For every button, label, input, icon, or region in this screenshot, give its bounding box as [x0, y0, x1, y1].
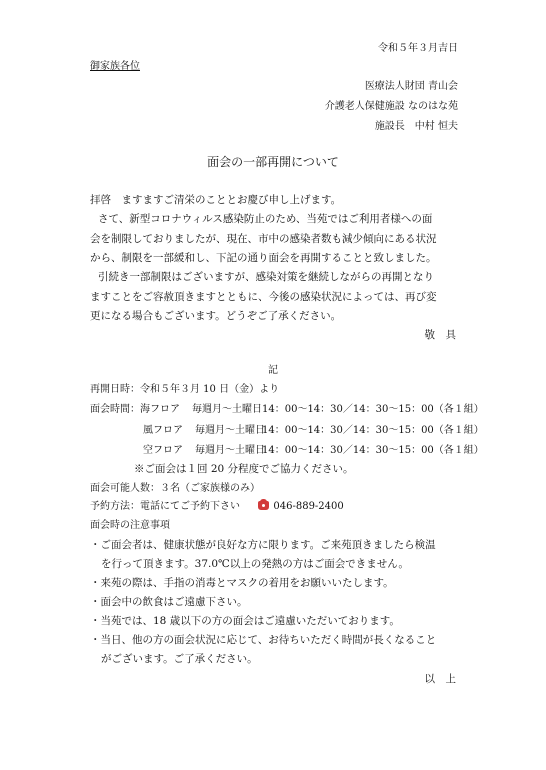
body-line: 会を制限しておりましたが、現在、市中の感染者数も減少傾向にある状況: [90, 233, 437, 245]
cautions-heading: 面会時の注意事項: [90, 520, 170, 531]
floor-name: 海フロア: [140, 404, 180, 415]
caution-item: ・当日、他の方の面会状況に応じて、お待ちいただく時間が長くなること: [90, 634, 437, 646]
body-line: 更になる場合もございます。どうぞご了承ください。: [90, 310, 342, 322]
phone-number: 046-889-2400: [273, 501, 344, 512]
addressee: 御家族各位: [90, 61, 140, 72]
director-name: 施設長 中村 恒夫: [374, 121, 458, 132]
floor-days: 毎週月～土曜日: [195, 425, 265, 436]
body-line: 引続き一部制限はございますが、感染対策を継続しながらの再開となり: [98, 271, 434, 283]
floor-days: 毎週月～土曜日: [192, 404, 262, 415]
facility-name: 介護老人保健施設 なのはな苑: [324, 101, 458, 112]
organization-name: 医療法人財団 青山会: [364, 81, 458, 92]
hours-label: 面会時間：: [90, 404, 140, 415]
floor-name: 空フロア: [143, 445, 183, 456]
body-line: さて、新型コロナウィルス感染防止のため、当苑ではご利用者様への面: [98, 213, 433, 225]
floor-times: 14：00～14：30／14：30～15：00（各１組）: [262, 425, 484, 436]
floor-times: 14：00～14：30／14：30～15：00（各１組）: [262, 404, 484, 415]
phone-icon: [258, 501, 269, 510]
caution-item: ・ご面会者は、健康状態が良好な方に限ります。ご来苑頂きましたら検温: [90, 539, 436, 551]
duration-note: ※ご面会は１回 20 分程度でご協力ください。: [134, 463, 354, 475]
caution-item-cont: がございます。ご了承ください。: [101, 653, 258, 665]
body-line: から、制限を一部緩和し、下記の通り面会を再開することと致しました。: [90, 252, 437, 264]
end-mark: 以 上: [424, 673, 456, 685]
body-line: ますことをご容赦頂きますとともに、今後の感染状況によっては、再び変: [90, 291, 437, 303]
caution-item-cont: を行って頂きます。37.0℃以上の発熱の方はご面会できません。: [101, 558, 409, 570]
reservation-text: 予約方法：電話にてご予約下さい: [90, 501, 240, 512]
page-title: 面会の一部再開について: [207, 155, 339, 169]
caution-item: ・当苑では、18 歳以下の方の面会はご遠慮いただいております。: [90, 615, 400, 627]
reservation-method: [90, 500, 344, 514]
caution-item: ・来苑の際は、手指の消毒とマスクの着用をお願いいたします。: [90, 577, 394, 589]
closing-phrase: 敬 具: [424, 329, 456, 341]
floor-days: 毎週月～土曜日: [195, 445, 265, 456]
greeting-line: 拝啓 ますますご清栄のこととお慶び申し上げます。: [90, 194, 342, 206]
floor-name: 風フロア: [143, 425, 183, 436]
reopen-date: 再開日時：令和５年３月 10 日（金）より: [90, 384, 280, 395]
floor-times: 14：00～14：30／14：30～15：00（各１組）: [262, 445, 484, 456]
caution-item: ・面会中の飲食はご遠慮下さい。: [90, 596, 248, 608]
visitor-limit: 面会可能人数：３名（ご家族様のみ）: [90, 483, 260, 494]
letter-date: 令和５年３月吉日: [378, 43, 458, 54]
notes-heading: 記: [268, 365, 278, 376]
